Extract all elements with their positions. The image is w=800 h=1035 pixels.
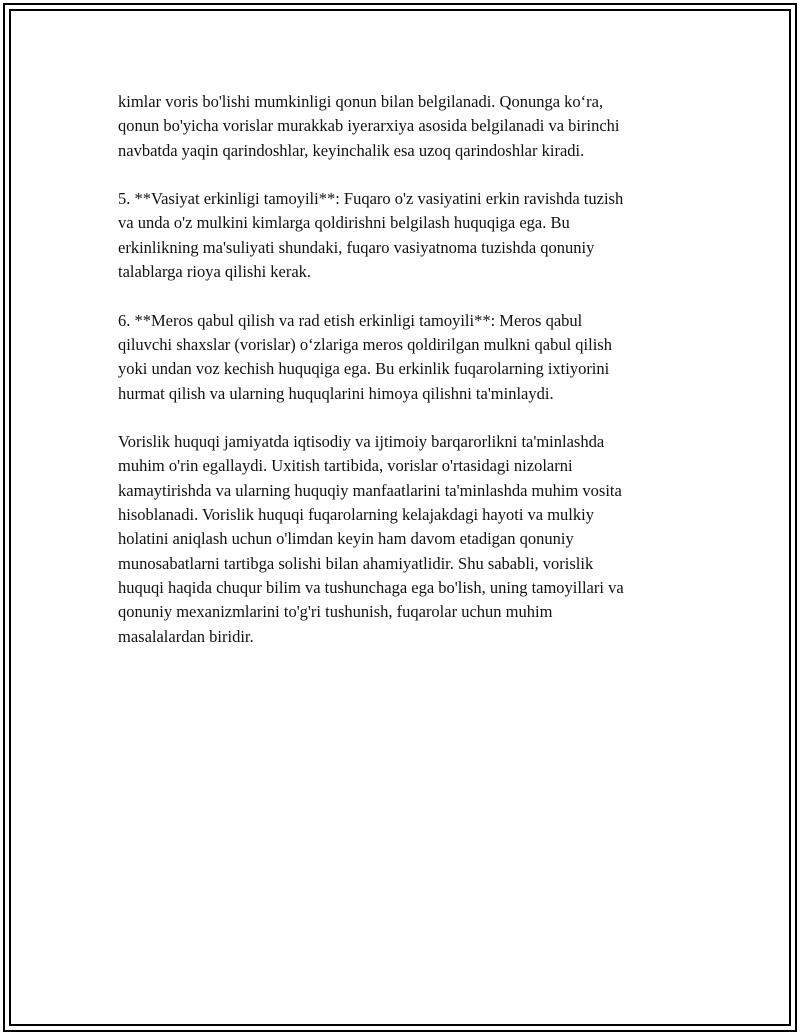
text-line: erkinlikning ma'suliyati shundaki, fuqaro vasiyatnoma tuzishda qonuniy <box>118 237 595 257</box>
text-line: 5. **Vasiyat erkinligi tamoyili**: Fuqaro o'z vasiyatini erkin ravishda tuzish <box>118 189 624 209</box>
text-line: qonuniy mexanizmlarini to'g'ri tushunish, fuqarolar uchun muhim <box>118 602 553 622</box>
text-line: 6. **Meros qabul qilish va rad etish erkinligi tamoyili**: Meros qabul <box>118 310 583 330</box>
text-line: navbatda yaqin qarindoshlar, keyinchalik esa uzoq qarindoshlar kiradi. <box>118 140 585 160</box>
text-line: munosabatlarni tartibga solishi bilan ahamiyatlidir. Shu sababli, vorislik <box>118 553 594 573</box>
paragraph <box>118 430 693 649</box>
text-line: kamaytirishda va ularning huquqiy manfaatlarini ta'minlashda muhim vosita <box>118 480 622 500</box>
text-line: qonun bo'yicha vorislar murakkab iyerarxiya asosida belgilanadi va birinchi <box>118 116 620 136</box>
text-line: kimlar voris bo'lishi mumkinligi qonun bilan belgilanadi. Qonunga ko‘ra, <box>118 92 604 111</box>
text-line: talablarga rioya qilishi kerak. <box>118 262 312 282</box>
text-line: hisoblanadi. Vorislik huquqi fuqarolarning kelajakdagi hayoti va mulkiy <box>118 505 594 525</box>
text-line: yoki undan voz kechish huquqiga ega. Bu erkinlik fuqarolarning ixtiyorini <box>118 359 610 379</box>
document-body <box>118 90 693 673</box>
paragraph <box>118 90 693 163</box>
text-line: muhim o'rin egallaydi. Uxitish tartibida, vorislar o'rtasidagi nizolarni <box>118 456 573 476</box>
text-line: qiluvchi shaxslar (vorislar) o‘zlariga meros qoldirilgan mulkni qabul qilish <box>118 334 612 354</box>
paragraph <box>118 187 693 284</box>
text-line: masalalardan biridir. <box>118 626 254 646</box>
text-line: Vorislik huquqi jamiyatda iqtisodiy va ijtimoiy barqarorlikni ta'minlashda <box>118 432 605 452</box>
text-line: va unda o'z mulkini kimlarga qoldirishni belgilash huquqiga ega. Bu <box>118 213 570 233</box>
text-line: holatini aniqlash uchun o'limdan keyin ham davom etadigan qonuniy <box>118 529 574 549</box>
text-line: hurmat qilish va ularning huquqlarini himoya qilishni ta'minlaydi. <box>118 383 554 403</box>
paragraph <box>118 309 693 406</box>
text-line: huquqi haqida chuqur bilim va tushunchaga ega bo'lish, uning tamoyillari va <box>118 577 624 597</box>
